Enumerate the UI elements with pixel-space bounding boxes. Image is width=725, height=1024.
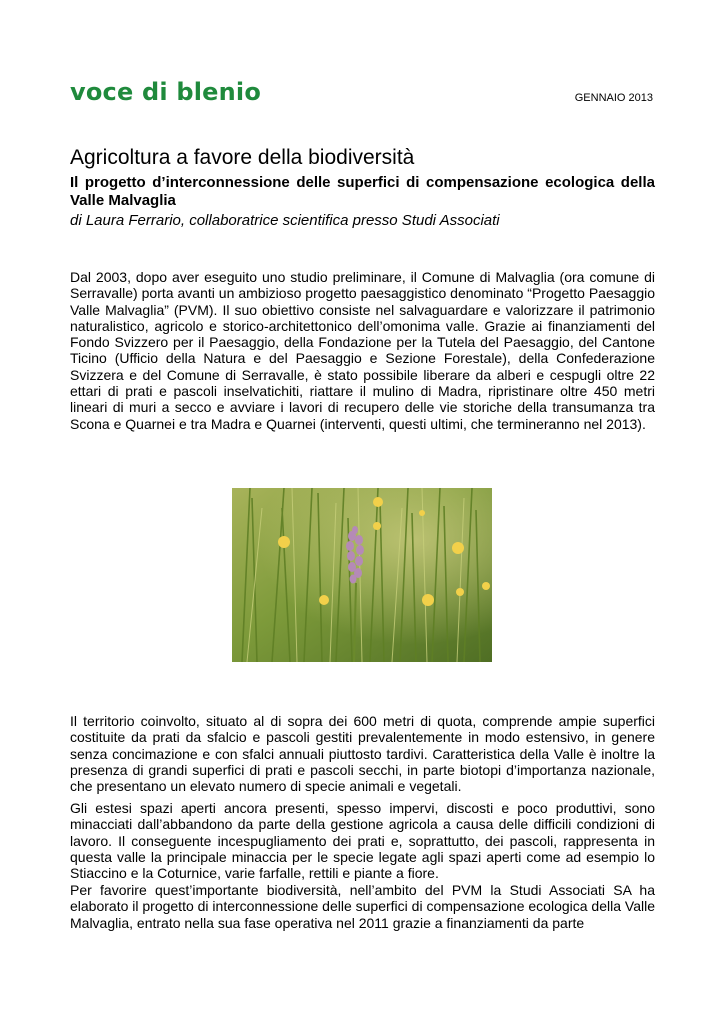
publication-logo: voce di blenio (70, 78, 262, 106)
article-title: Agricoltura a favore della biodiversità (70, 146, 415, 169)
issue-date: GENNAIO 2013 (574, 92, 653, 104)
paragraph-territory: Il territorio coinvolto, situato al di sopra dei 600 metri di quota, comprende ampie superfici costituite da prati da sfalcio e pascoli gestiti prevalentemente in modo estensivo, in genere senza concimazione e con sfalci annuali piuttosto tardivi. Caratteristica della Valle è inoltre la presenza di grandi superfici di prati e pascoli secchi, in parte biotopi d’importanza nazionale, che presentano un elevato numero di specie animali e vegetali. (70, 713, 655, 795)
paragraph-project: Per favorire quest’importante biodiversità, nell’ambito del PVM la Studi Associati SA ha elaborato il progetto di interconnessione delle superfici di compensazione ecologica della Valle Malvaglia, entrato nella sua fase operativa nel 2011 grazie a finanziamenti da parte (70, 882, 655, 931)
meadow-orchid-photo (232, 488, 492, 662)
article-author: di Laura Ferrario, collaboratrice scientifica presso Studi Associati (70, 212, 500, 229)
article-subtitle: Il progetto d’interconnessione delle superfici di compensazione ecologica della Valle Malvaglia (70, 174, 655, 209)
paragraph-intro: Dal 2003, dopo aver eseguito uno studio preliminare, il Comune di Malvaglia (ora comune di Serravalle) porta avanti un ambizioso progetto paesaggistico denominato “Progetto Paesaggio Valle Malvaglia” (PVM). Il suo obiettivo consiste nel salvaguardare e valorizzare il patrimonio naturalistico, agricolo e storico-architettonico dell’omonima valle. Grazie ai finanziamenti del Fondo Svizzero per il Paesaggio, della Fondazione per la Tutela del Paesaggio, del Cantone Ticino (Ufficio della Natura e del Paesaggio e Sezione Forestale), della Confederazione Svizzera e del Comune di Serravalle, è stato possibile liberare da alberi e cespugli oltre 22 ettari di prati e pascoli inselvatichiti, riattare il mulino di Madra, ripristinare oltre 450 metri lineari di muri a secco e avviare i lavori di recupero delle vie storiche della transumanza tra Scona e Quarnei e tra Madra e Quarnei (interventi, questi ultimi, che termineranno nel 2013). (70, 269, 655, 432)
paragraph-threats: Gli estesi spazi aperti ancora presenti, spesso impervi, discosti e poco produttivi, sono minacciati dall’abbandono da parte della gestione agricola a causa delle difficili condizioni di lavoro. Il conseguente incespugliamento dei prati e, soprattutto, dei pascoli, rappresenta in questa valle la principale minaccia per le specie legate agli spazi aperti come ad esempio lo Stiaccino e la Coturnice, varie farfalle, rettili e piante a fiore. (70, 800, 655, 882)
